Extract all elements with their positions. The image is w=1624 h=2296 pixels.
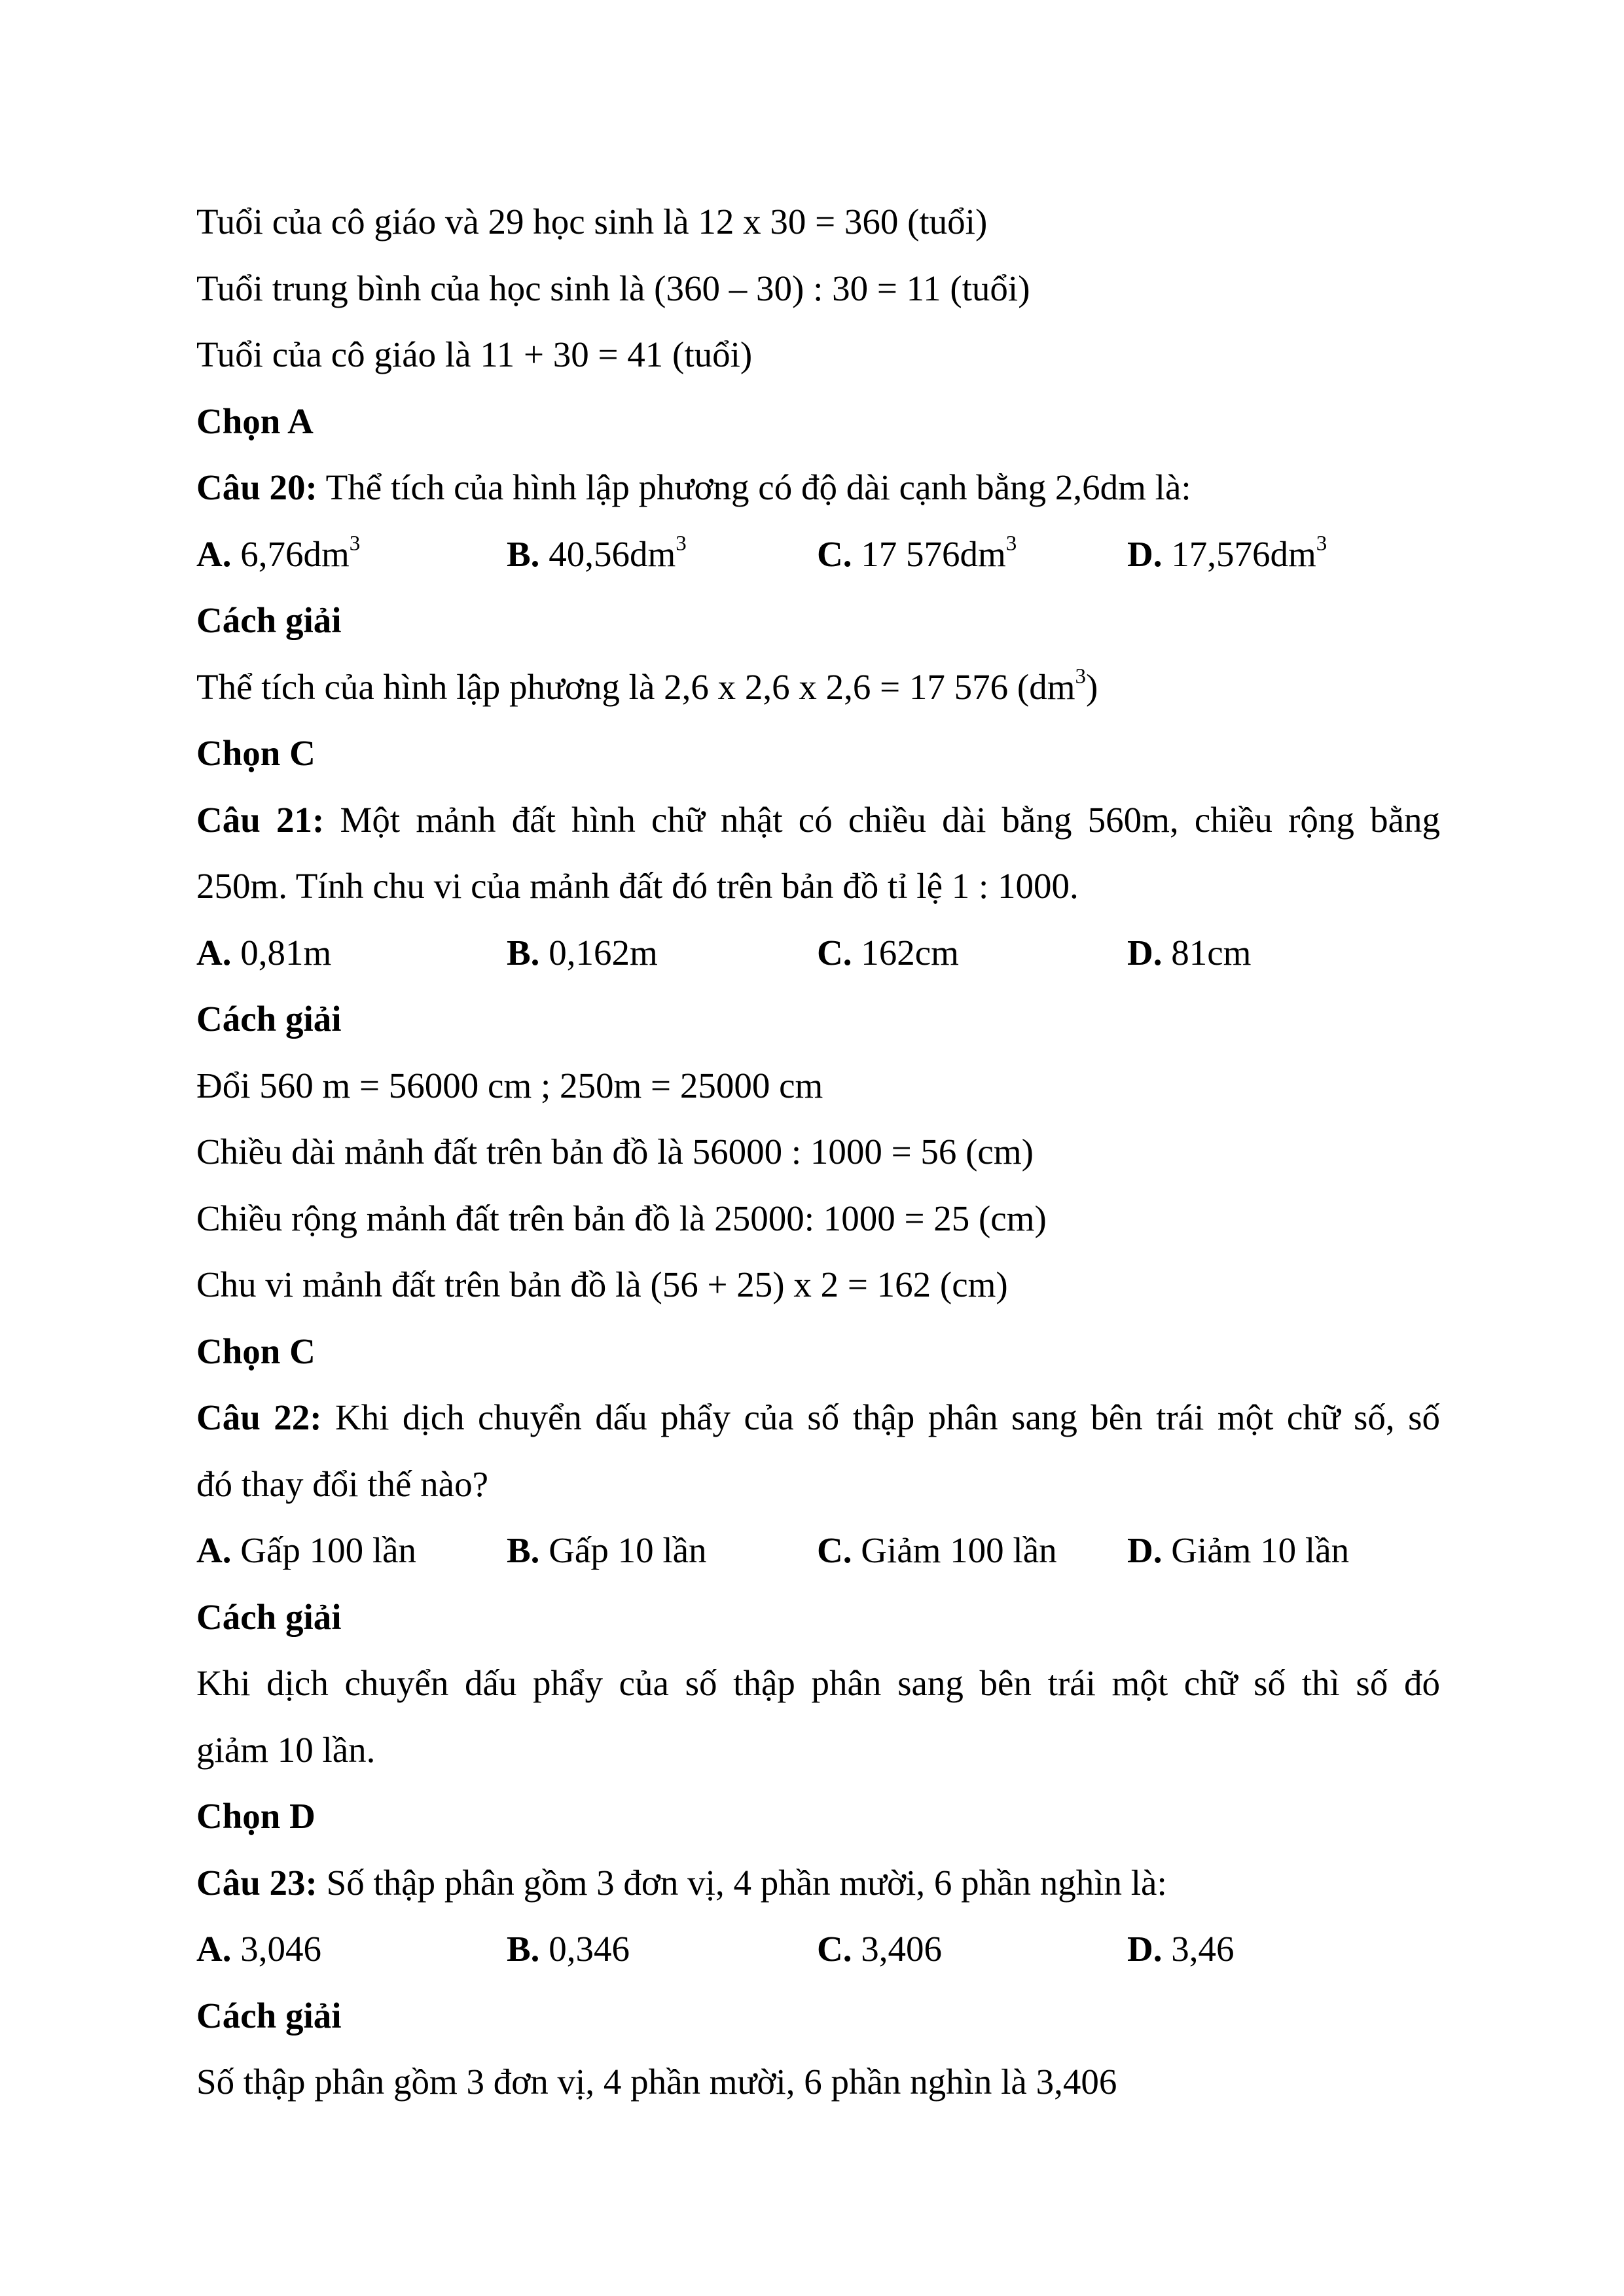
question-text-continued: đó thay đổi thế nào? [196, 1463, 488, 1504]
option-b: B. 0,346 [507, 1929, 630, 1969]
option-c: C. 3,406 [817, 1929, 942, 1969]
question-text: Số thập phân gồm 3 đơn vị, 4 phần mười, 6 phần nghìn là: [317, 1862, 1167, 1903]
question-text: Một mảnh đất hình chữ nhật có chiều dài bằng 560m, chiều rộng bằng [324, 799, 1441, 840]
question-20-options [196, 521, 1440, 588]
answer-choice: Chọn C [196, 733, 316, 773]
solution-line: Khi dịch chuyển dấu phẩy của số thập phân sang bên trái một chữ số thì số đó [196, 1663, 1440, 1703]
option-a: A. 0,81m [196, 932, 332, 973]
option-d: D. 3,46 [1127, 1929, 1235, 1969]
solution-line: Số thập phân gồm 3 đơn vị, 4 phần mười, 6 phần nghìn là 3,406 [196, 2062, 1117, 2102]
option-b: B. $40,56dm^3$ [507, 531, 687, 574]
option-c: C. 162cm [817, 932, 959, 973]
option-d: D. 81cm [1127, 932, 1252, 973]
question-21-options [196, 920, 1440, 986]
question-text: Thể tích của hình lập phương có độ dài cạnh bằng 2,6dm là: [317, 467, 1191, 507]
solution-line: giảm 10 lần. [196, 1729, 376, 1770]
question-23 [196, 1850, 1440, 1916]
solution-line: Thể tích của hình lập phương là 2,6 x 2,6 x 2,6 = 17 576 $(dm^3)$ [196, 664, 1098, 707]
question-22 [196, 1384, 1440, 1451]
option-a: A. Gấp 100 lần [196, 1530, 417, 1570]
question-label: Câu 20: [196, 467, 317, 507]
solution-title: Cách giải [196, 600, 342, 640]
question-label: Câu 21: [196, 799, 325, 840]
solution-title: Cách giải [196, 1596, 342, 1637]
solution-line: Tuổi của cô giáo và 29 học sinh là 12 x 30 = 360 (tuổi) [196, 202, 988, 242]
option-a: A. $6,76dm^3$ [196, 531, 361, 574]
option-b: B. Gấp 10 lần [507, 1530, 707, 1570]
question-label: Câu 22: [196, 1397, 322, 1437]
question-label: Câu 23: [196, 1862, 317, 1903]
answer-choice: Chọn D [196, 1796, 316, 1836]
answer-choice: Chọn A [196, 401, 314, 441]
solution-line: Tuổi trung bình của học sinh là (360 – 30) : 30 = 11 (tuổi) [196, 268, 1030, 308]
solution-title: Cách giải [196, 999, 342, 1039]
option-c: C. Giảm 100 lần [817, 1530, 1057, 1570]
question-text: Khi dịch chuyển dấu phẩy của số thập phân sang bên trái một chữ số, số [321, 1397, 1441, 1437]
option-b: B. 0,162m [507, 932, 658, 973]
question-22-options [196, 1517, 1440, 1584]
question-20 [196, 454, 1440, 521]
document-page [196, 188, 1440, 2115]
solution-line: Tuổi của cô giáo là 11 + 30 = 41 (tuổi) [196, 334, 753, 374]
solution-line: Đổi 560 m = 56000 cm ; 250m = 25000 cm [196, 1065, 823, 1105]
question-21 [196, 787, 1440, 853]
option-c: C. 17 $576dm^3$ [817, 531, 1017, 574]
solution-line: Chiều dài mảnh đất trên bản đồ là 56000 : 1000 = 56 (cm) [196, 1132, 1034, 1172]
question-text-continued: 250m. Tính chu vi của mảnh đất đó trên bản đồ tỉ lệ 1 : 1000. [196, 866, 1079, 906]
solution-line: Chiều rộng mảnh đất trên bản đồ là 25000: 1000 = 25 (cm) [196, 1198, 1047, 1238]
question-23-options [196, 1916, 1440, 1982]
option-d: D. Giảm 10 lần [1127, 1530, 1350, 1570]
option-a: A. 3,046 [196, 1929, 321, 1969]
option-d: D. $17,576dm^3$ [1127, 531, 1327, 574]
solution-line: Chu vi mảnh đất trên bản đồ là (56 + 25) x 2 = 162 (cm) [196, 1265, 1008, 1304]
solution-title: Cách giải [196, 1995, 342, 2036]
answer-choice: Chọn C [196, 1331, 316, 1371]
